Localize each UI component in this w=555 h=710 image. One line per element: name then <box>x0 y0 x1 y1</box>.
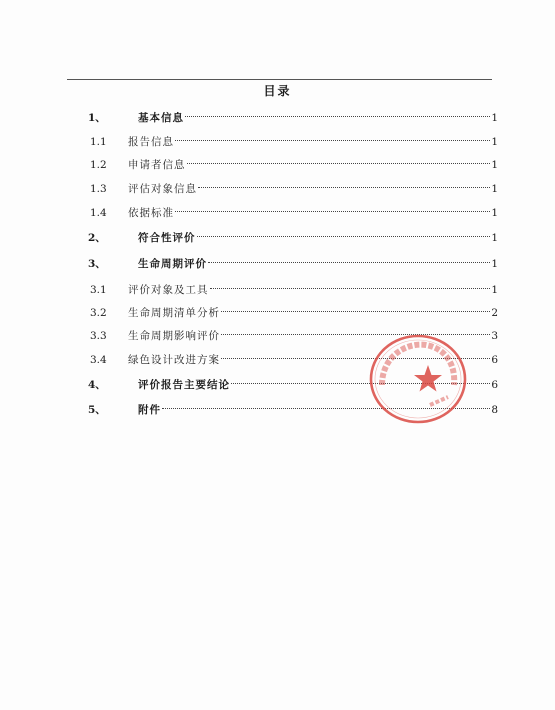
star-icon <box>414 365 442 392</box>
toc-title: 目录 <box>263 84 292 98</box>
toc-entry-label: 评估对象信息 <box>128 183 197 195</box>
toc-entry-number: 3.4 <box>90 354 107 366</box>
toc-entry-section[interactable] <box>88 256 498 272</box>
toc-entry-page-number: 1 <box>491 159 498 171</box>
company-seal-stamp <box>368 333 468 425</box>
toc-entry-number: 1.3 <box>90 183 107 195</box>
toc-entry-number: 1.2 <box>90 159 107 171</box>
toc-entry-label: 基本信息 <box>138 112 184 124</box>
toc-dot-leader <box>175 211 490 212</box>
toc-entry-number: 3、 <box>88 258 106 270</box>
toc-entry-page-number: 6 <box>491 379 498 391</box>
toc-entry-number: 3.1 <box>90 284 107 296</box>
toc-entry-label: 评价报告主要结论 <box>138 379 230 391</box>
toc-entry-label: 报告信息 <box>128 136 174 148</box>
seal-bottom-lettering <box>430 397 448 405</box>
toc-entry-number: 4、 <box>88 379 106 391</box>
toc-entry-number: 1.1 <box>90 136 107 148</box>
toc-entry-section[interactable] <box>88 230 498 246</box>
toc-entry-page-number: 2 <box>491 307 498 319</box>
toc-entry-label: 符合性评价 <box>138 232 196 244</box>
toc-entry-subsection[interactable] <box>90 205 498 221</box>
toc-entry-number: 1.4 <box>90 207 107 219</box>
toc-entry-number: 3.3 <box>90 330 107 342</box>
header-rule <box>67 79 492 80</box>
toc-entry-subsection[interactable] <box>90 157 498 173</box>
seal-inner-ring <box>375 340 461 418</box>
toc-entry-label: 申请者信息 <box>128 159 186 171</box>
toc-dot-leader <box>175 140 490 141</box>
toc-entry-subsection[interactable] <box>90 282 498 298</box>
toc-entry-page-number: 1 <box>491 112 498 124</box>
toc-entry-page-number: 1 <box>491 136 498 148</box>
toc-entry-page-number: 6 <box>491 354 498 366</box>
seal-arc-lettering <box>382 345 454 385</box>
toc-entry-number: 2、 <box>88 232 106 244</box>
toc-dot-leader <box>197 236 491 237</box>
toc-entry-page-number: 1 <box>491 183 498 195</box>
toc-entry-label: 附件 <box>138 404 161 416</box>
seal-ring <box>371 336 465 422</box>
toc-entry-subsection[interactable] <box>90 181 498 197</box>
toc-entry-number: 5、 <box>88 404 106 416</box>
toc-entry-label: 评价对象及工具 <box>128 284 209 296</box>
toc-entry-page-number: 1 <box>491 207 498 219</box>
toc-entry-section[interactable] <box>88 110 498 126</box>
toc-entry-label: 生命周期清单分析 <box>128 307 220 319</box>
toc-entry-number: 3.2 <box>90 307 107 319</box>
toc-entry-number: 1、 <box>88 112 106 124</box>
toc-entry-page-number: 1 <box>491 284 498 296</box>
toc-entry-page-number: 8 <box>491 404 498 416</box>
toc-entry-label: 生命周期评价 <box>138 258 207 270</box>
toc-entry-page-number: 1 <box>491 232 498 244</box>
toc-dot-leader <box>198 187 490 188</box>
toc-entry-page-number: 1 <box>491 258 498 270</box>
toc-entry-label: 绿色设计改进方案 <box>128 354 220 366</box>
toc-dot-leader <box>221 311 490 312</box>
toc-entry-label: 依据标准 <box>128 207 174 219</box>
toc-entry-subsection[interactable] <box>90 134 498 150</box>
toc-dot-leader <box>185 116 490 117</box>
toc-dot-leader <box>187 163 491 164</box>
toc-entry-label: 生命周期影响评价 <box>128 330 220 342</box>
toc-entry-page-number: 3 <box>491 330 498 342</box>
toc-dot-leader <box>210 288 491 289</box>
toc-entry-subsection[interactable] <box>90 305 498 321</box>
toc-dot-leader <box>208 262 490 263</box>
